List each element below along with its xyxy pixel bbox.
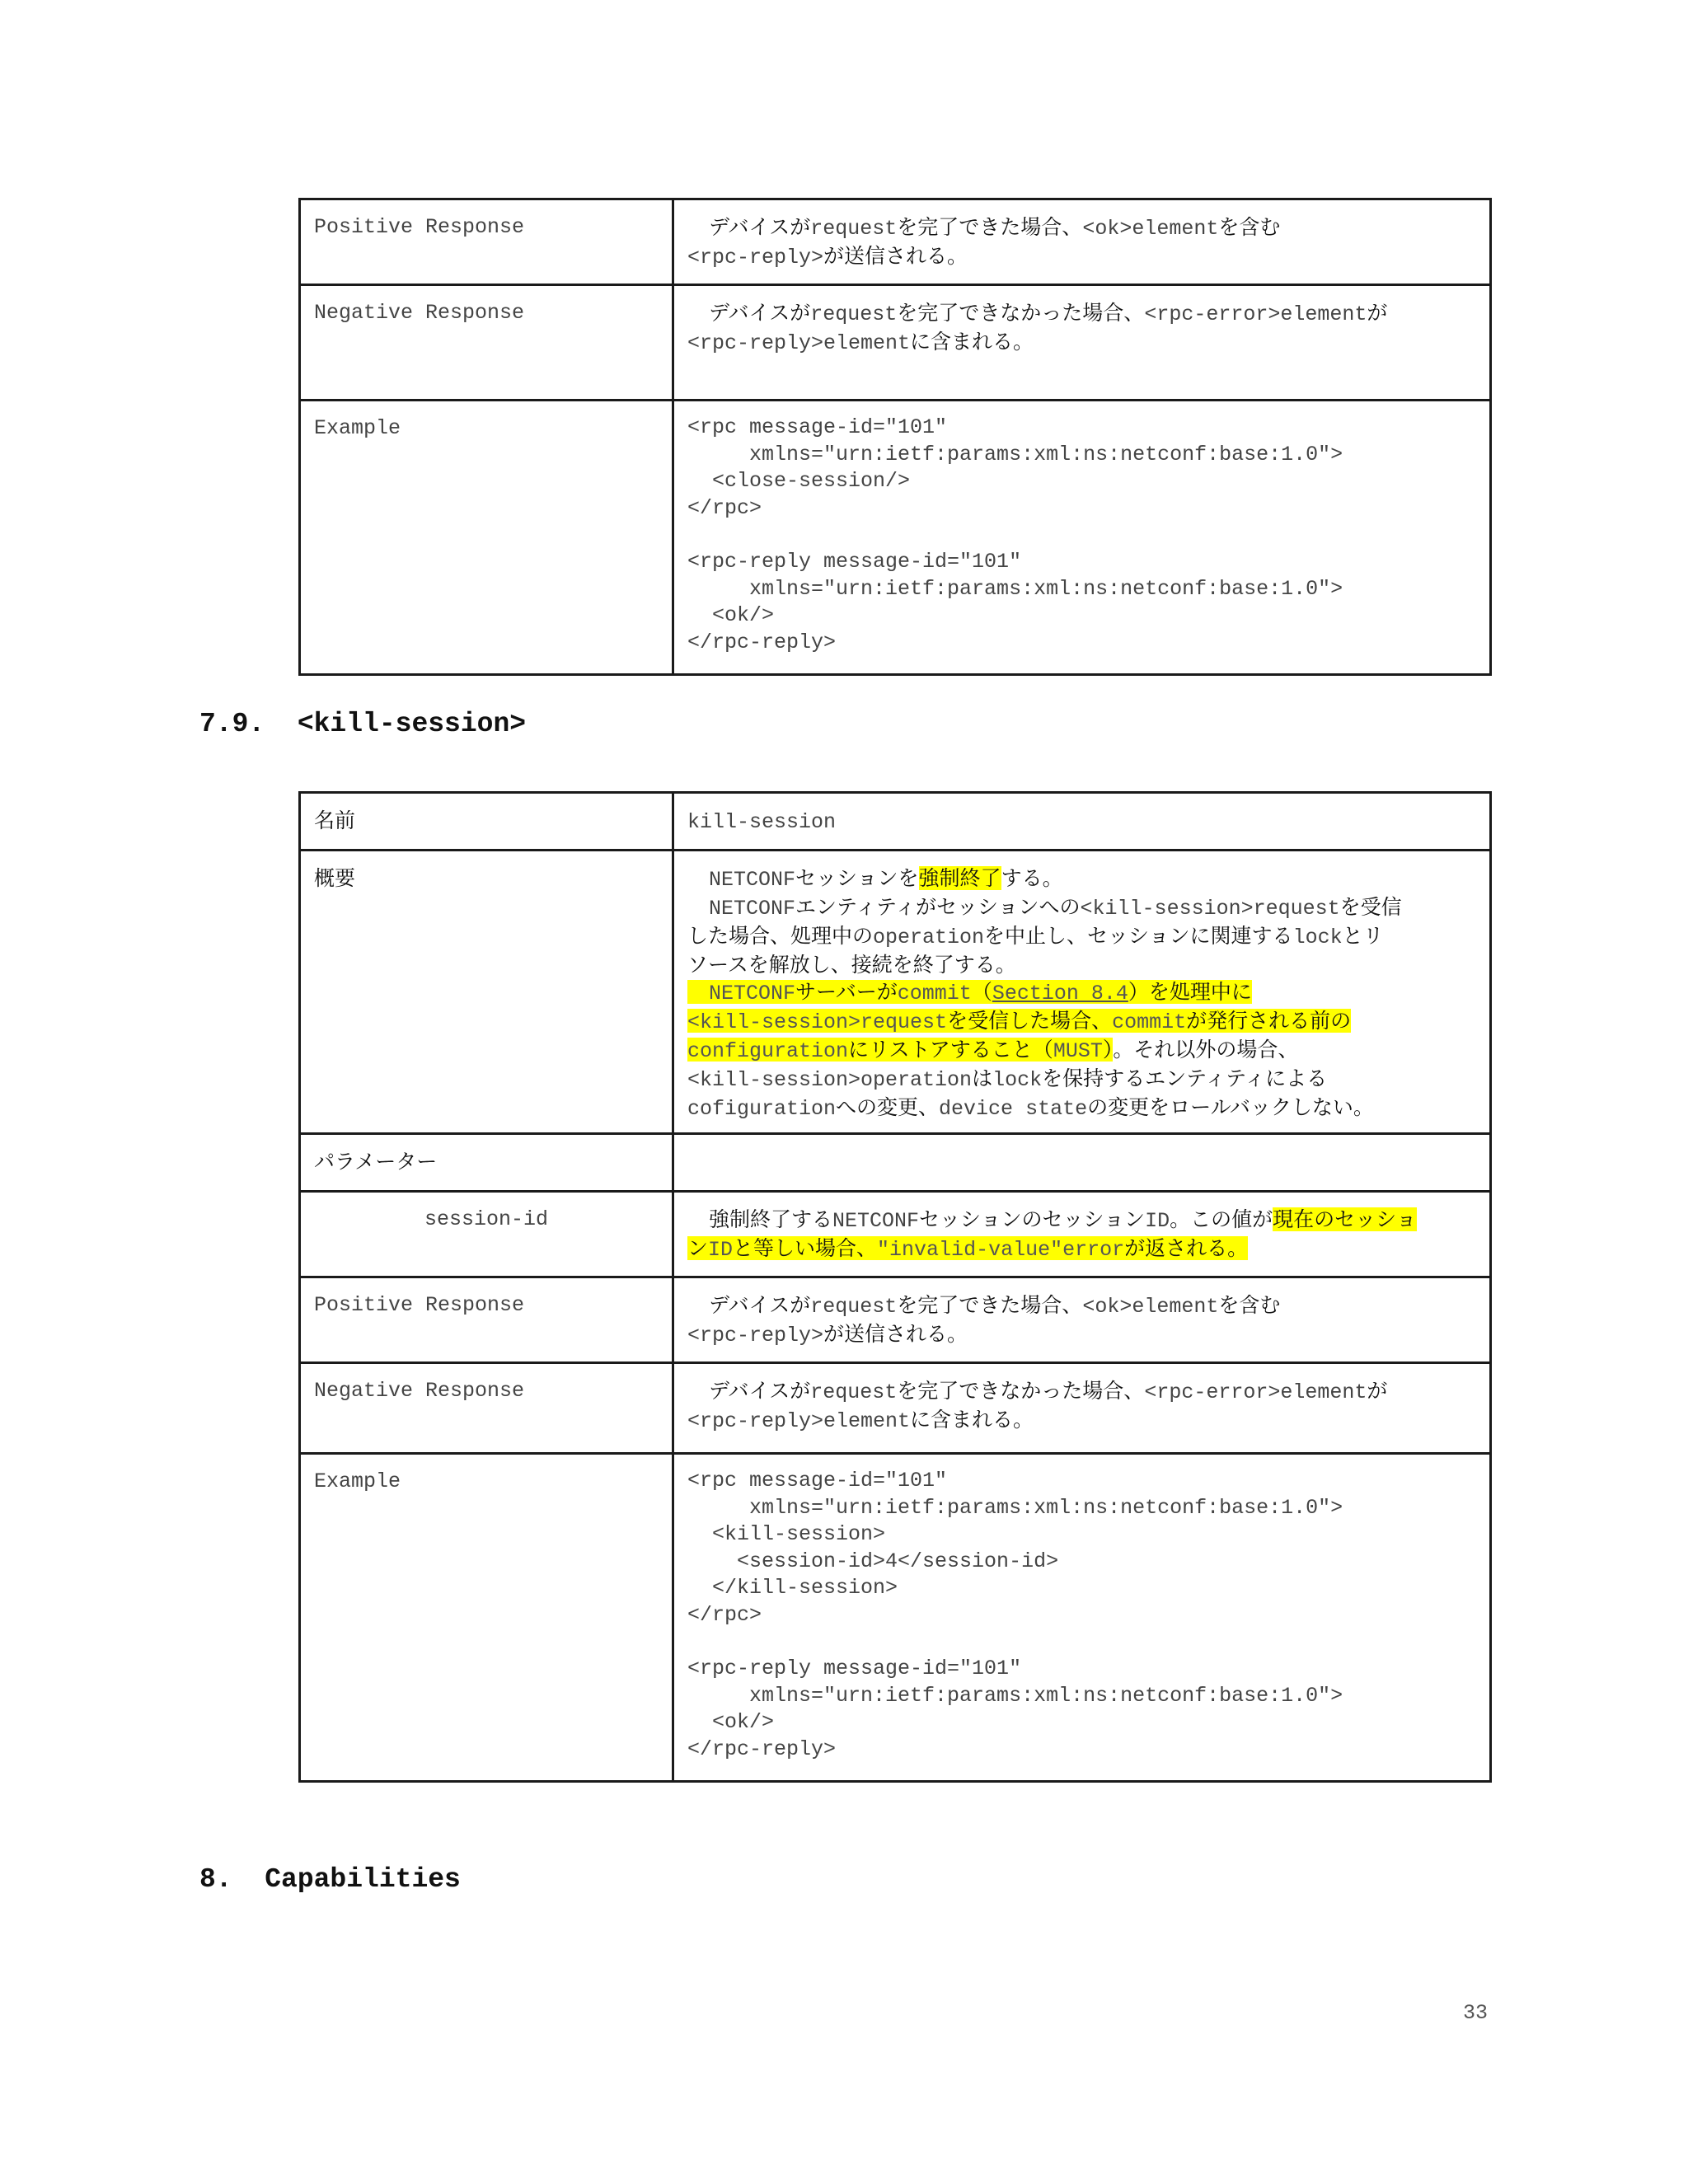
session-id-text: 強制終了するNETCONFセッションのセッションID。この値が現在のセッショ ンIDと等しい場合、"invalid-value"errorが返される。 <box>673 1192 1491 1277</box>
row-label: Negative Response <box>300 1363 673 1454</box>
table-row <box>300 1134 1491 1192</box>
row-label: 名前 <box>300 793 673 851</box>
section-heading-7-9 <box>199 709 526 739</box>
table-row <box>300 1454 1491 1782</box>
section-title: Capabilities <box>265 1864 461 1895</box>
params-value <box>673 1134 1491 1192</box>
overview-text: NETCONFセッションを強制終了する。 NETCONFエンティティがセッションへの<kill-session>requestを受信 した場合、処理中のoperationを中止し、セッションに関連するlockとリ ソースを解放し、接続を終了する。 NETCONFサーバーがcommit（Section 8.4）を処理中に <kill-session>requestを受信した場合、commitが発行される前の configurationにリストアすること（MUST）。それ以外の場合、 <kill-session>operationはlockを保持するエンティティによる cofigurationへの変更、device stateの変更をロールバックしない。 <box>673 851 1491 1134</box>
row-label: Positive Response <box>300 199 673 285</box>
table-row <box>300 401 1491 675</box>
row-label: パラメーター <box>300 1134 673 1192</box>
table-row <box>300 1363 1491 1454</box>
negative-response-text: デバイスがrequestを完了できなかった場合、<rpc-error>elementが <rpc-reply>elementに含まれる。 <box>673 1363 1491 1454</box>
section-heading-8 <box>199 1864 461 1895</box>
row-label: Example <box>300 1454 673 1782</box>
name-value: kill-session <box>673 793 1491 851</box>
example-code: <rpc message-id="101" xmlns="urn:ietf:params:xml:ns:netconf:base:1.0"> <close-session/> </rpc> <rpc-reply message-id="101" xmlns="urn:ietf:params:xml:ns:netconf:base:1.0"> <ok/> </rpc-reply> <box>687 415 1343 654</box>
section-number: 8. <box>199 1864 232 1895</box>
table-row <box>300 199 1491 285</box>
negative-response-text: デバイスがrequestを完了できなかった場合、<rpc-error>elementが <rpc-reply>elementに含まれる。 <box>673 285 1491 401</box>
section-number: 7.9. <box>199 709 265 739</box>
table-row <box>300 793 1491 851</box>
page-number: 33 <box>1462 2001 1488 2025</box>
close-session-table <box>298 198 1492 676</box>
table-row <box>300 851 1491 1134</box>
example-code-cell <box>673 401 1491 675</box>
example-code: <rpc message-id="101" xmlns="urn:ietf:params:xml:ns:netconf:base:1.0"> <kill-session> <session-id>4</session-id> </kill-session> </rpc> <rpc-reply message-id="101" xmlns="urn:ietf:params:xml:ns:netconf:base:1.0"> <ok/> </rpc-reply> <box>687 1469 1343 1761</box>
section-8-4-link[interactable]: Section 8.4 <box>992 982 1128 1005</box>
row-label: 概要 <box>300 851 673 1134</box>
section-title: <kill-session> <box>297 709 527 739</box>
row-label: session-id <box>300 1192 673 1277</box>
table-row <box>300 1192 1491 1277</box>
table-row <box>300 285 1491 401</box>
row-label: Example <box>300 401 673 675</box>
row-label: Negative Response <box>300 285 673 401</box>
table-row <box>300 1277 1491 1363</box>
positive-response-text: デバイスがrequestを完了できた場合、<ok>elementを含む <rpc-reply>が送信される。 <box>673 199 1491 285</box>
example-code-cell <box>673 1454 1491 1782</box>
positive-response-text: デバイスがrequestを完了できた場合、<ok>elementを含む <rpc-reply>が送信される。 <box>673 1277 1491 1363</box>
row-label: Positive Response <box>300 1277 673 1363</box>
kill-session-table <box>298 791 1492 1783</box>
